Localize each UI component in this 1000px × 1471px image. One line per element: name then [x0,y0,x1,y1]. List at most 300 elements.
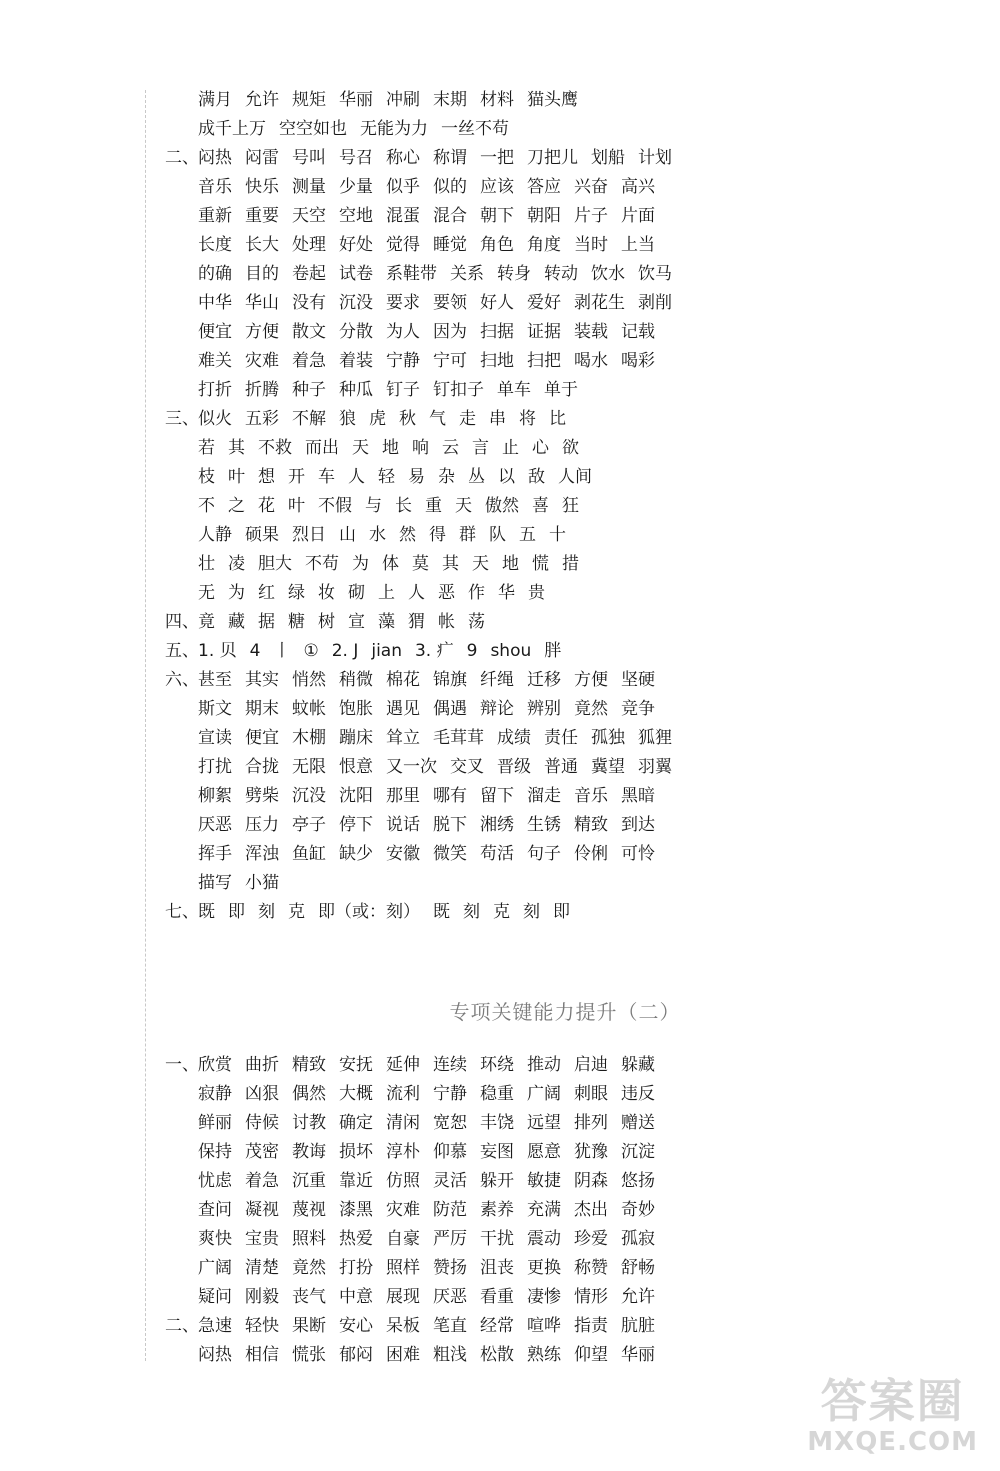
answer-word: 着急 [245,1171,279,1191]
answer-word: 舒畅 [621,1258,655,1278]
question-number: 一、 [165,1055,199,1075]
answer-word: 混蛋 [386,206,420,226]
answer-word: 疑问 [198,1287,232,1307]
answer-word: 3. 疒 [414,641,454,661]
answer-word: 天空 [292,206,326,226]
answer-word: 停下 [339,815,373,835]
answer-line [165,695,965,724]
answer-word: 杰出 [574,1200,608,1220]
answer-word: 扫据 [480,322,514,342]
answer-word: 关系 [450,264,484,284]
answer-word: 交叉 [450,757,484,777]
answer-word: 藏 [228,612,245,632]
answer-word: 广阔 [198,1258,232,1278]
answer-word: 分散 [339,322,373,342]
answer-word: 丛 [468,467,485,487]
answer-word: 称心 [386,148,420,168]
answer-word: 宝贵 [245,1229,279,1249]
answer-word: 止 [502,438,519,458]
answer-word: 觉得 [386,235,420,255]
answer-line [165,144,965,173]
answer-word: 虎 [369,409,386,429]
answer-word: 转动 [544,264,578,284]
answer-word: 生锈 [527,815,561,835]
answer-word: 责任 [544,728,578,748]
answer-line [165,1196,965,1225]
answer-word: 孤独 [591,728,625,748]
answer-word: 宁静 [433,1084,467,1104]
answer-word: 连续 [433,1055,467,1075]
answer-word: 松散 [480,1345,514,1365]
answer-word: 排列 [574,1113,608,1133]
answer-word: 胆大 [258,554,292,574]
answer-word: 片子 [574,206,608,226]
answer-block-part1 [165,86,965,927]
answer-word: 角度 [527,235,561,255]
answer-word: 粗浅 [433,1345,467,1365]
answer-word: 挥手 [198,844,232,864]
question-number: 五、 [165,641,199,661]
answer-word: 重要 [245,206,279,226]
answer-word: 遇见 [386,699,420,719]
answer-word: 慌张 [292,1345,326,1365]
answer-word: 喜 [532,496,549,516]
answer-word: 启迪 [574,1055,608,1075]
answer-word: 睡觉 [433,235,467,255]
answer-word: 劈柴 [245,786,279,806]
answer-word: 硕果 [245,525,279,545]
answer-word: 刻 [258,902,275,922]
answer-word: 其 [442,554,459,574]
answer-word: 转身 [497,264,531,284]
answer-word: 严厉 [433,1229,467,1249]
answer-line [165,1312,965,1341]
answer-word: 车 [318,467,335,487]
answer-word: 仰望 [574,1345,608,1365]
answer-word: 心 [532,438,549,458]
answer-word: 精致 [574,815,608,835]
answer-word: 作 [468,583,485,603]
answer-word: 辩论 [480,699,514,719]
answer-word: 赠送 [621,1113,655,1133]
answer-word: 困难 [386,1345,420,1365]
answer-word: 华 [498,583,515,603]
answer-word: 打扰 [198,757,232,777]
answer-line [165,86,965,115]
answer-word: 9 [466,641,478,661]
answer-word: 钉扣子 [433,380,484,400]
answer-word: 冲刷 [386,90,420,110]
answer-word: 淳朴 [386,1142,420,1162]
answer-word: 阴森 [574,1171,608,1191]
answer-word: 叶 [288,496,305,516]
answer-word: 而出 [305,438,339,458]
answer-word: 狐狸 [638,728,672,748]
section-title: 专项关键能力提升（二） [449,1000,681,1024]
answer-word: 秋 [399,409,416,429]
question-number: 七、 [165,902,199,922]
answer-word: 无 [198,583,215,603]
answer-word: 着急 [292,351,326,371]
answer-word: 清闲 [386,1113,420,1133]
answer-word: 即（或：刻） [318,902,420,922]
answer-word: 指责 [574,1316,608,1336]
answer-word: 寂静 [198,1084,232,1104]
answer-line [165,521,965,550]
answer-word: 无限 [292,757,326,777]
answer-word: 系鞋带 [386,264,437,284]
answer-word: 允许 [245,90,279,110]
answer-word: 宁可 [433,351,467,371]
answer-word: 易 [408,467,425,487]
answer-word: 胖 [544,641,562,661]
answer-word: 允许 [621,1287,655,1307]
answer-line [165,289,965,318]
answer-word: 喝水 [574,351,608,371]
answer-word: 中华 [198,293,232,313]
answer-word: 确定 [339,1113,373,1133]
answer-word: 称谓 [433,148,467,168]
answer-word: 空地 [339,206,373,226]
answer-line [165,782,965,811]
answer-word: shou [490,641,532,661]
watermark-logo [807,1375,978,1457]
answer-word: 鲜丽 [198,1113,232,1133]
answer-word: 哪有 [433,786,467,806]
answer-word: 难关 [198,351,232,371]
answer-word: 悠扬 [621,1171,655,1191]
answer-word: 1. 贝 [198,641,237,661]
answer-word: 教诲 [292,1142,326,1162]
answer-word: 刻 [463,902,480,922]
answer-word: 措 [562,554,579,574]
answer-line [165,1225,965,1254]
answer-word: 记载 [621,322,655,342]
answer-word: 竟 [198,612,215,632]
answer-word: 一把 [480,148,514,168]
answer-word: 走 [459,409,476,429]
binding-margin-line [145,90,146,1361]
answer-word: 稳重 [480,1084,514,1104]
answer-word: 宁静 [386,351,420,371]
answer-word: 相信 [245,1345,279,1365]
answer-word: 似乎 [386,177,420,197]
answer-word: 好处 [339,235,373,255]
answer-word: 留下 [480,786,514,806]
answer-word: 厌恶 [198,815,232,835]
answer-word: 犹豫 [574,1142,608,1162]
answer-word: 糖 [288,612,305,632]
answer-word: 保持 [198,1142,232,1162]
answer-word: 小猫 [245,873,279,893]
answer-line [165,1109,965,1138]
answer-word: 偶遇 [433,699,467,719]
answer-word: 甚至 [198,670,232,690]
answer-word: 答应 [527,177,561,197]
watermark-en: MXQE.COM [807,1427,978,1457]
answer-word: 成绩 [497,728,531,748]
answer-word: 杂 [438,467,455,487]
answer-word: 散文 [292,322,326,342]
answer-word: 延伸 [386,1055,420,1075]
answer-word: 测量 [292,177,326,197]
answer-word: 坚硬 [621,670,655,690]
answer-word: 凌 [228,554,245,574]
answer-word: 冀望 [591,757,625,777]
answer-word: 藻 [378,612,395,632]
answer-word: 狂 [562,496,579,516]
answer-word: 与 [365,496,382,516]
answer-word: 钉子 [386,380,420,400]
answer-word: 环绕 [480,1055,514,1075]
answer-word: 人 [408,583,425,603]
answer-word: 五彩 [245,409,279,429]
answer-word: 上 [378,583,395,603]
answer-word: 羽翼 [638,757,672,777]
answer-word: 据 [258,612,275,632]
answer-word: 郁闷 [339,1345,373,1365]
answer-word: 蚊帐 [292,699,326,719]
answer-word: 违反 [621,1084,655,1104]
answer-word: 伶俐 [574,844,608,864]
answer-word: 既 [198,902,215,922]
answer-line [165,1283,965,1312]
answer-word: 躲藏 [621,1055,655,1075]
answer-word: 恨意 [339,757,373,777]
answer-word: 长大 [245,235,279,255]
answer-word: 音乐 [198,177,232,197]
answer-word: 体 [382,554,399,574]
answer-word: 鱼缸 [292,844,326,864]
answer-word: 方便 [574,670,608,690]
answer-word: 更换 [527,1258,561,1278]
answer-word: 毛茸茸 [433,728,484,748]
answer-word: 云 [442,438,459,458]
answer-word: 合拢 [245,757,279,777]
answer-word: 以 [498,467,515,487]
answer-line [165,318,965,347]
answer-word: 木棚 [292,728,326,748]
answer-word: 珍爱 [574,1229,608,1249]
answer-word: 慌 [532,554,549,574]
answer-word: 欲 [562,438,579,458]
answer-word: 斯文 [198,699,232,719]
answer-line [165,898,965,927]
answer-word: 折腾 [245,380,279,400]
answer-word: 贵 [528,583,545,603]
answer-word: 言 [472,438,489,458]
answer-word: 开 [288,467,305,487]
answer-word: 队 [489,525,506,545]
answer-word: 无能为力 [360,119,428,139]
answer-word: 号叫 [292,148,326,168]
answer-word: 装载 [574,322,608,342]
answer-word: 着装 [339,351,373,371]
answer-word: 响 [412,438,429,458]
answer-word: 华丽 [621,1345,655,1365]
answer-line [165,1138,965,1167]
answer-word: 空空如也 [279,119,347,139]
answer-line [165,376,965,405]
answer-line [165,434,965,463]
answer-word: 锦旗 [433,670,467,690]
answer-word: 即 [228,902,245,922]
answer-word: 精致 [292,1055,326,1075]
answer-word: 闷热 [198,1345,232,1365]
question-number: 四、 [165,612,199,632]
answer-line [165,115,965,144]
answer-word: 压力 [245,815,279,835]
answer-word: 不救 [258,438,292,458]
answer-word: 照样 [386,1258,420,1278]
answer-line [165,231,965,260]
answer-word: 棉花 [386,670,420,690]
answer-word: 朝下 [480,206,514,226]
answer-line [165,1051,965,1080]
answer-word: 喧哗 [527,1316,561,1336]
answer-word: 兴奋 [574,177,608,197]
answer-word: 地 [382,438,399,458]
answer-word: ① [303,641,319,661]
answer-word: 帐 [438,612,455,632]
answer-word: 大概 [339,1084,373,1104]
answer-word: 爽快 [198,1229,232,1249]
answer-word: 扫地 [480,351,514,371]
answer-word: 好人 [480,293,514,313]
answer-word: 赞扬 [433,1258,467,1278]
answer-word: 傲然 [485,496,519,516]
watermark-cn: 答案圈 [820,1374,965,1428]
answer-word: 忧虑 [198,1171,232,1191]
answer-word: 悄然 [292,670,326,690]
answer-word: 茂密 [245,1142,279,1162]
answer-word: 充满 [527,1200,561,1220]
answer-word: 凶狠 [245,1084,279,1104]
answer-word: 没有 [292,293,326,313]
answer-word: 清楚 [245,1258,279,1278]
answer-word: 浑浊 [245,844,279,864]
answer-word: 十 [549,525,566,545]
answer-word: 灾难 [245,351,279,371]
answer-word: 天 [472,554,489,574]
answer-word: 天 [352,438,369,458]
answer-word: 丧气 [292,1287,326,1307]
answer-word: 满月 [198,90,232,110]
answer-word: 称赞 [574,1258,608,1278]
answer-word: 的确 [198,264,232,284]
answer-word: 稍微 [339,670,373,690]
answer-word: 其实 [245,670,279,690]
answer-word: 又一次 [386,757,437,777]
answer-word: 蔑视 [292,1200,326,1220]
answer-word: 看重 [480,1287,514,1307]
answer-line [165,666,965,695]
answer-word: 方便 [245,322,279,342]
answer-word: 柳絮 [198,786,232,806]
answer-word: 描写 [198,873,232,893]
answer-word: 爱好 [527,293,561,313]
answer-word: 似的 [433,177,467,197]
answer-line [165,1080,965,1109]
answer-word: 纤绳 [480,670,514,690]
answer-word: 成千上万 [198,119,266,139]
answer-word: 灵活 [433,1171,467,1191]
answer-word: 末期 [433,90,467,110]
question-number: 二、 [165,1316,199,1336]
answer-word: 饱胀 [339,699,373,719]
answer-word: 地 [502,554,519,574]
answer-line [165,405,965,434]
answer-word: 厌恶 [433,1287,467,1307]
answer-line [165,492,965,521]
question-number: 三、 [165,409,199,429]
answer-word: 亭子 [292,815,326,835]
answer-word: 若 [198,438,215,458]
answer-word: 号召 [339,148,373,168]
answer-word: 果断 [292,1316,326,1336]
answer-word: 重 [425,496,442,516]
answer-word: 华丽 [339,90,373,110]
answer-word: 溜走 [527,786,561,806]
answer-word: 期末 [245,699,279,719]
answer-word: 那里 [386,786,420,806]
answer-word: 愿意 [527,1142,561,1162]
answer-word: 缺少 [339,844,373,864]
answer-word: 克 [288,902,305,922]
answer-word: 重新 [198,206,232,226]
answer-word: 安抚 [339,1055,373,1075]
answer-line [165,347,965,376]
answer-word: 刀把儿 [527,148,578,168]
answer-word: 材料 [480,90,514,110]
answer-word: 天 [455,496,472,516]
answer-word: 不解 [292,409,326,429]
answer-word: 叶 [228,467,245,487]
answer-word: 混合 [433,206,467,226]
answer-line [165,724,965,753]
answer-word: 剥削 [638,293,672,313]
answer-word: 脱下 [433,815,467,835]
answer-word: 刻 [523,902,540,922]
answer-word: 高兴 [621,177,655,197]
answer-word: 说话 [386,815,420,835]
answer-word: 人间 [558,467,592,487]
answer-word: 砌 [348,583,365,603]
answer-word: 苟活 [480,844,514,864]
answer-word: 震动 [527,1229,561,1249]
answer-line [165,579,965,608]
answer-word: 曲折 [245,1055,279,1075]
answer-word: 不 [198,496,215,516]
answer-word: 将 [519,409,536,429]
answer-word: 侍候 [245,1113,279,1133]
answer-word: 中意 [339,1287,373,1307]
answer-word: 可怜 [621,844,655,864]
answer-word: 烈日 [292,525,326,545]
answer-word: 竞争 [621,699,655,719]
answer-word: 熟练 [527,1345,561,1365]
answer-word: 沉重 [292,1171,326,1191]
answer-word: 长 [395,496,412,516]
answer-word: 音乐 [574,786,608,806]
answer-word: 干扰 [480,1229,514,1249]
answer-word: 仰慕 [433,1142,467,1162]
answer-word: 晋级 [497,757,531,777]
answer-word: 防范 [433,1200,467,1220]
answer-word: 串 [489,409,506,429]
answer-word: 讨教 [292,1113,326,1133]
answer-word: 为 [352,554,369,574]
